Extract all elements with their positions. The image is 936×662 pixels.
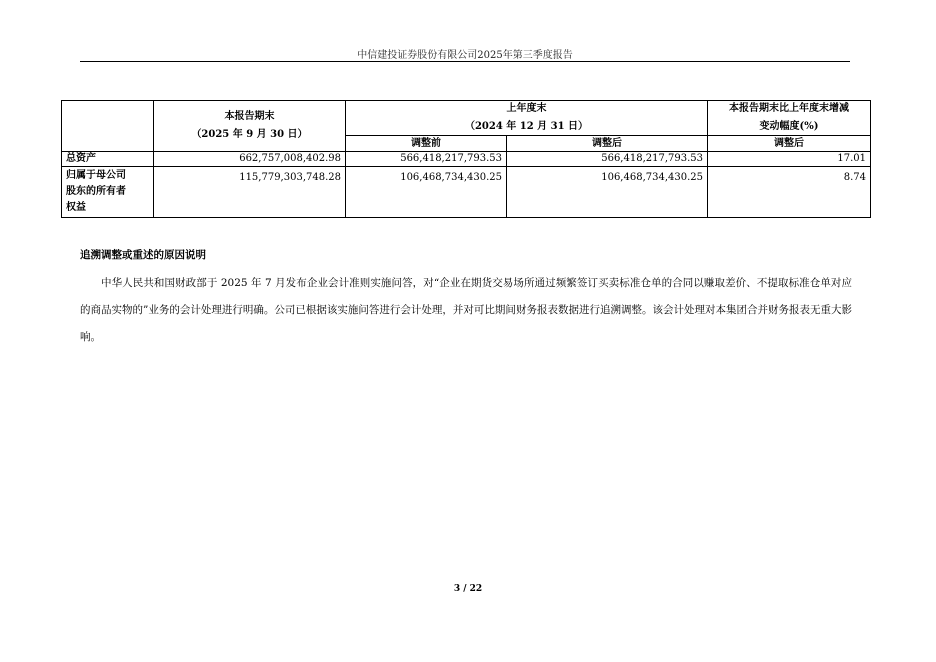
header-change-line2: 变动幅度(%) xyxy=(759,121,819,132)
header-current-date: （2025 年 9 月 30 日） xyxy=(191,129,308,140)
cell-current: 115,779,303,748.28 xyxy=(154,167,346,218)
table-row xyxy=(62,167,871,218)
header-change-after-adjustment: 调整后 xyxy=(708,136,871,152)
row-label-equity xyxy=(62,167,154,218)
row-label-total-assets: 总资产 xyxy=(62,152,154,167)
header-blank-cell xyxy=(62,101,154,152)
header-change-rate xyxy=(708,101,871,136)
cell-current: 662,757,008,402.98 xyxy=(154,152,346,167)
cell-before: 106,468,734,430.25 xyxy=(346,167,507,218)
page-number: 3 / 22 xyxy=(453,584,483,594)
table-header-row-1 xyxy=(62,101,871,136)
explanation-paragraph: 中华人民共和国财政部于 2025 年 7 月发布企业会计准则实施问答，对“企业在期货交易场所通过频繁签订买卖标准仓单的合同以赚取差价、不提取标准仓单对应的商品实物的”业务的会计处理进行明确。公司已根据该实施问答进行会计处理，并对可比期间财务报表数据进行追溯调整。该会计处理对本集团合并财务报表无重大影响。 xyxy=(80,277,852,343)
table-row xyxy=(62,152,871,167)
header-prev-date: （2024 年 12 月 31 日） xyxy=(464,121,589,132)
running-header: 中信建投证券股份有限公司2025年第三季度报告 xyxy=(357,50,573,61)
header-previous-year-end xyxy=(346,101,708,136)
cell-before: 566,418,217,793.53 xyxy=(346,152,507,167)
cell-after: 106,468,734,430.25 xyxy=(507,167,708,218)
header-change-line1: 本报告期末比上年度末增减 xyxy=(729,103,850,114)
section-title: 追溯调整或重述的原因说明 xyxy=(80,249,206,261)
header-prev-title: 上年度末 xyxy=(506,103,547,114)
header-current-title: 本报告期末 xyxy=(224,111,275,122)
financial-data-table xyxy=(61,100,871,218)
header-current-period xyxy=(154,101,346,152)
cell-after: 566,418,217,793.53 xyxy=(507,152,708,167)
row-label-line: 权益 xyxy=(66,202,86,213)
row-label-line: 股东的所有者 xyxy=(66,186,126,197)
header-before-adjustment: 调整前 xyxy=(346,136,507,152)
header-after-adjustment: 调整后 xyxy=(507,136,708,152)
cell-change: 8.74 xyxy=(708,167,871,218)
cell-change: 17.01 xyxy=(708,152,871,167)
header-rule xyxy=(80,61,850,62)
row-label-line: 归属于母公司 xyxy=(66,170,126,181)
